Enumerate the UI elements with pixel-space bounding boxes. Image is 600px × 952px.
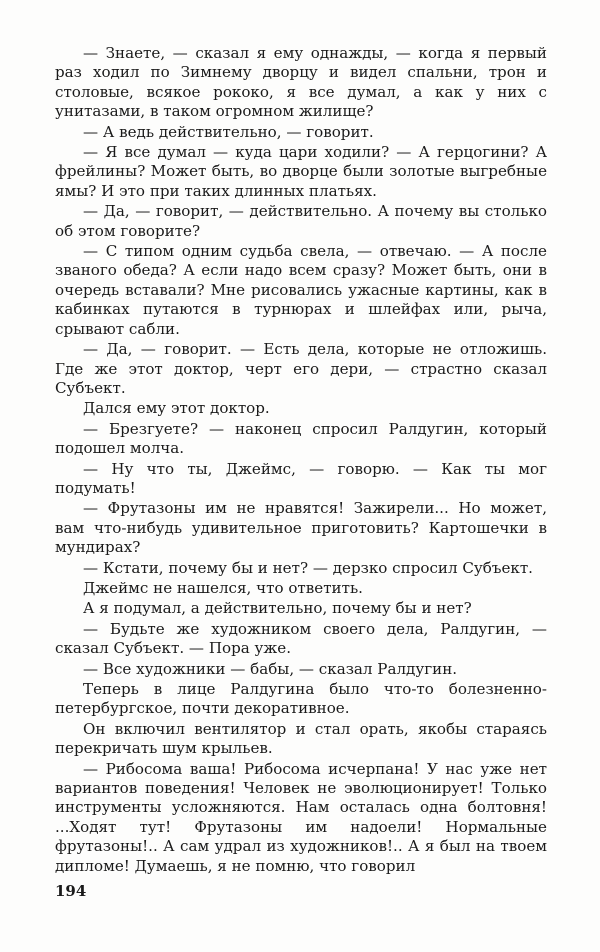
paragraph: — Ну что ты, Джеймс, — говорю. — Как ты мог подумать! bbox=[55, 459, 547, 497]
paragraph: — С типом одним судьба свела, — отвечаю. — А после званого обеда? А если надо всем сразу? Может быть, они в очередь вставали? Мне рисовались ужасные картины, как в кабинках путаются в турнюрах и шлейфах или, рыча, срывают сабли. bbox=[55, 242, 547, 338]
paragraph: — Да, — говорит. — Есть дела, которые не отложишь. Где же этот доктор, черт его дери, — страстно сказал Субъект. bbox=[55, 340, 547, 397]
paragraph: А я подумал, а действительно, почему бы и нет? bbox=[83, 599, 472, 618]
paragraph: Теперь в лице Ралдугина было что-то болезненно-петербургское, почти декоративное. bbox=[55, 680, 547, 718]
paragraph: — Брезгуете? — наконец спросил Ралдугин, который подошел молча. bbox=[55, 419, 547, 458]
paragraph: — Рибосома ваша! Рибосома исчерпана! У нас уже нет вариантов поведения! Человек не эволюционирует! Только инструменты усложняются. Нам осталась одна болтовня! ...Ходят тут! Фрутазоны им надоели! Нормальные фрутазоны!.. А сам удрал из художников!.. А я был на твоем дипломе! Думаешь, я не помню, что говорил bbox=[55, 759, 547, 875]
paragraph: — Кстати, почему бы и нет? — дерзко спросил Субъект. bbox=[83, 558, 533, 577]
paragraph: — Да, — говорит, — действительно. А почему вы столько об этом говорите? bbox=[55, 202, 547, 240]
paragraph: — А ведь действительно, — говорит. bbox=[83, 122, 374, 141]
page-number: 194 bbox=[55, 882, 87, 900]
paragraph: — Знаете, — сказал я ему однажды, — когда я первый раз ходил по Зимнему дворцу и видел спальни, трон и столовые, всякое рококо, я все думал, а как у них с унитазами, в таком огромном жилище? bbox=[55, 44, 547, 121]
paragraph: Дался ему этот доктор. bbox=[83, 399, 270, 418]
paragraph: Он включил вентилятор и стал орать, якобы стараясь перекричать шум крыльев. bbox=[55, 719, 547, 758]
paragraph: — Будьте же художником своего дела, Ралдугин, — сказал Субъект. — Пора уже. bbox=[55, 619, 547, 658]
paragraph: — Я все думал — куда цари ходили? — А герцогини? А фрейлины? Может быть, во дворце были золотые выгребные ямы? И это при таких длинных платьях. bbox=[55, 143, 547, 200]
paragraph: — Все художники — бабы, — сказал Ралдугин. bbox=[83, 659, 458, 678]
paragraph: Джеймс не нашелся, что ответить. bbox=[83, 578, 363, 597]
paragraph: — Фрутазоны им не нравятся! Зажирели... Но может, вам что-нибудь удивительное приготовить? Картошечки в мундирах? bbox=[55, 499, 547, 557]
body-text bbox=[55, 44, 547, 877]
